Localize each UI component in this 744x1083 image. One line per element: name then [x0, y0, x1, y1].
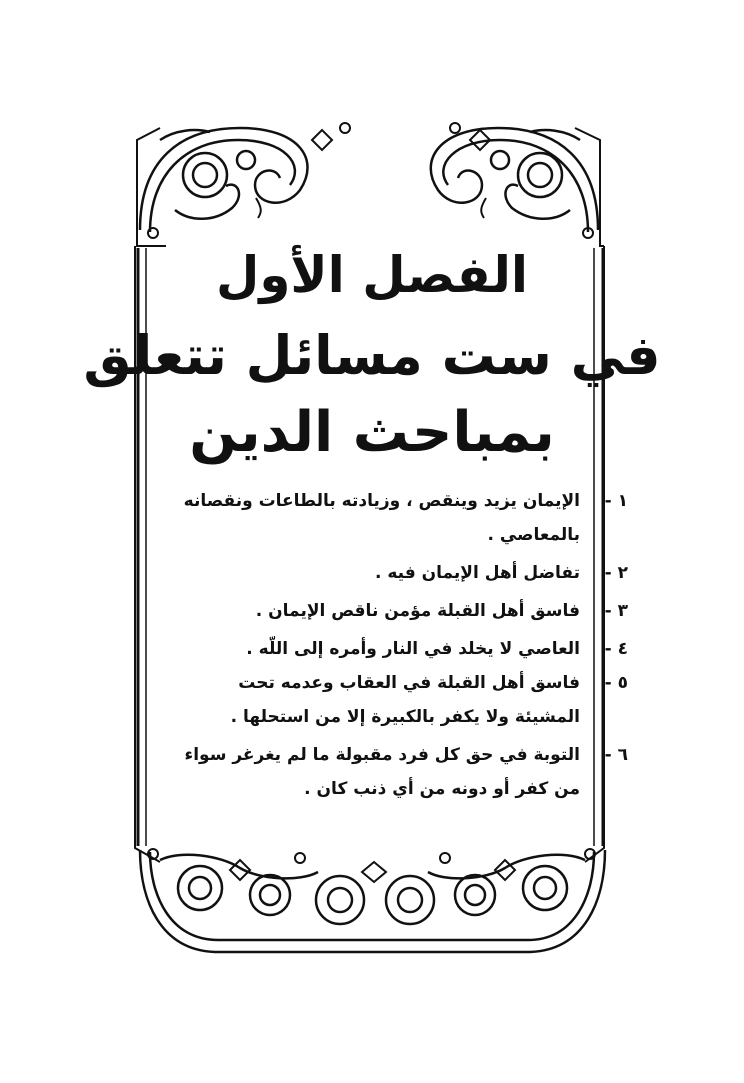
chapter-subtitle-line1: في ست مسائل تتعلق [83, 324, 661, 387]
chapter-title: الفصل الأول [215, 246, 529, 304]
item-number: ٢ - [604, 563, 628, 583]
scroll-ornament-top-right [431, 123, 598, 238]
list-item [168, 594, 628, 628]
item-text: العاصي لا يخلد في النار وأمره إلى اللّه . [246, 639, 580, 659]
item-text: الإيمان يزيد وينقص ، وزيادته بالطاعات ونقصانه بالمعاصي . [183, 491, 580, 545]
list-item [168, 556, 628, 590]
item-number: ٦ - [604, 745, 628, 765]
item-text: تفاضل أهل الإيمان فيه . [374, 563, 580, 583]
scroll-ornament-top-left [140, 123, 350, 238]
chapter-subtitle-line2: بمباحث الدين [189, 400, 555, 465]
list-item [168, 738, 628, 806]
list-item [168, 666, 628, 734]
scroll-ornament-bottom [140, 849, 605, 952]
item-text: فاسق أهل القبلة مؤمن ناقص الإيمان . [255, 601, 580, 621]
item-text: التوبة في حق كل فرد مقبولة ما لم يغرغر سواء من كفر أو دونه من أي ذنب كان . [184, 745, 580, 799]
item-number: ١ - [604, 491, 628, 511]
list-item [168, 632, 628, 666]
issues-list [168, 484, 628, 810]
item-number: ٣ - [604, 601, 628, 621]
item-text: فاسق أهل القبلة في العقاب وعدمه تحت المشيئة ولا يكفر بالكبيرة إلا من استحلها . [230, 673, 580, 727]
list-item [168, 484, 628, 552]
item-number: ٤ - [604, 639, 628, 659]
item-number: ٥ - [604, 673, 628, 693]
